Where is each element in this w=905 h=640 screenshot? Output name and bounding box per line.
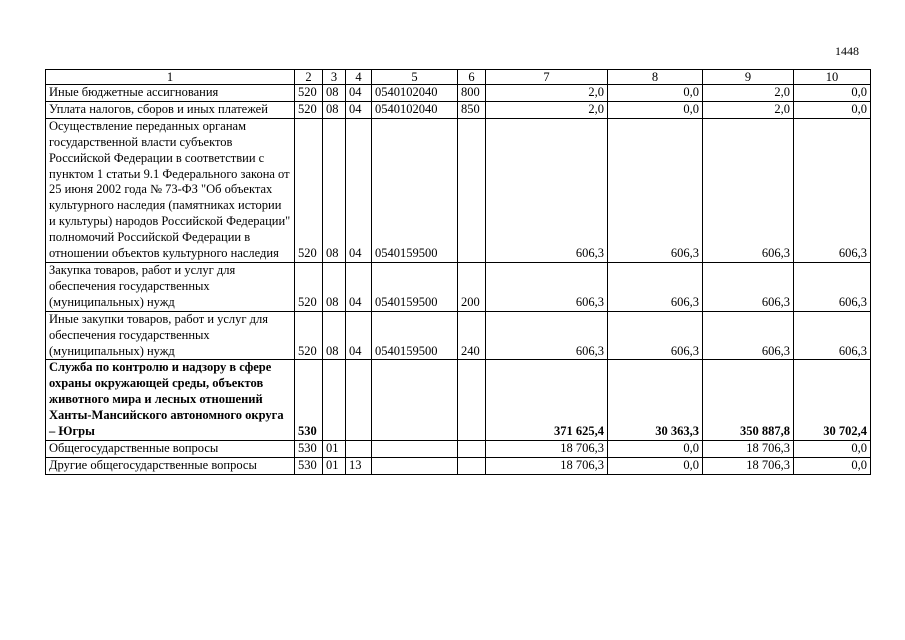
row-c3-cell: 01: [323, 457, 346, 474]
table-row: [46, 262, 871, 311]
table-row: [46, 440, 871, 457]
page-number: 1448: [835, 44, 859, 58]
header-row: [46, 70, 871, 85]
row-c7-cell: 18 706,3: [486, 457, 608, 474]
row-c4-cell: [346, 440, 372, 457]
row-c5-cell: 0540102040: [372, 85, 458, 102]
table-row: [46, 118, 871, 262]
row-c8-cell: 0,0: [608, 101, 703, 118]
row-c3-cell: 08: [323, 262, 346, 311]
row-name-cell: Иные бюджетные ассигнования: [46, 85, 295, 102]
row-c9-cell: 606,3: [703, 118, 794, 262]
row-c10-cell: 0,0: [794, 101, 871, 118]
row-c6-cell: 200: [458, 262, 486, 311]
row-name-cell: Общегосударственные вопросы: [46, 440, 295, 457]
row-c4-cell: 04: [346, 101, 372, 118]
row-c10-cell: 606,3: [794, 311, 871, 360]
row-c7-cell: 606,3: [486, 311, 608, 360]
row-c10-cell: 0,0: [794, 457, 871, 474]
table-row: [46, 311, 871, 360]
row-c9-cell: 606,3: [703, 311, 794, 360]
table-row: [46, 101, 871, 118]
budget-table: [45, 69, 871, 475]
row-c5-cell: 0540102040: [372, 101, 458, 118]
row-c5-cell: [372, 457, 458, 474]
header-cell: 6: [458, 70, 486, 85]
row-c4-cell: 13: [346, 457, 372, 474]
row-name-cell: Осуществление переданных органам государственной власти субъектов Российской Федерации в соответствии с пунктом 1 статьи 9.1 Федерального закона от 25 июня 2002 года № 73-ФЗ "Об объектах культурного наследия (памятниках истории и культуры) народов Российской Федерации" полномочий Российской Федерации в отношении объектов культурного наследия: [46, 118, 295, 262]
row-c7-cell: 2,0: [486, 101, 608, 118]
row-name-cell: Служба по контролю и надзору в сфере охраны окружающей среды, объектов животного мира и лесных отношений Ханты-Мансийского автономного округа – Югры: [46, 360, 295, 441]
row-c5-cell: 0540159500: [372, 311, 458, 360]
row-c7-cell: 606,3: [486, 262, 608, 311]
row-c2-cell: 530: [295, 360, 323, 441]
row-c5-cell: [372, 440, 458, 457]
row-c7-cell: 18 706,3: [486, 440, 608, 457]
row-c6-cell: 240: [458, 311, 486, 360]
row-c6-cell: [458, 360, 486, 441]
row-c7-cell: 606,3: [486, 118, 608, 262]
table-row: [46, 360, 871, 441]
row-c10-cell: 30 702,4: [794, 360, 871, 441]
row-c8-cell: 0,0: [608, 440, 703, 457]
table-row: [46, 85, 871, 102]
row-c6-cell: [458, 118, 486, 262]
row-name-cell: Иные закупки товаров, работ и услуг для обеспечения государственных (муниципальных) нужд: [46, 311, 295, 360]
row-name-cell: Другие общегосударственные вопросы: [46, 457, 295, 474]
row-c4-cell: 04: [346, 311, 372, 360]
row-c8-cell: 30 363,3: [608, 360, 703, 441]
row-c5-cell: [372, 360, 458, 441]
row-c9-cell: 18 706,3: [703, 440, 794, 457]
row-c7-cell: 2,0: [486, 85, 608, 102]
header-cell: 9: [703, 70, 794, 85]
header-cell: 3: [323, 70, 346, 85]
row-c9-cell: 2,0: [703, 101, 794, 118]
row-c4-cell: [346, 360, 372, 441]
row-c2-cell: 520: [295, 85, 323, 102]
row-c10-cell: 0,0: [794, 85, 871, 102]
row-c2-cell: 520: [295, 118, 323, 262]
row-c3-cell: 08: [323, 101, 346, 118]
row-c8-cell: 0,0: [608, 457, 703, 474]
row-c3-cell: 01: [323, 440, 346, 457]
row-name-cell: Уплата налогов, сборов и иных платежей: [46, 101, 295, 118]
row-c2-cell: 530: [295, 457, 323, 474]
header-cell: 10: [794, 70, 871, 85]
row-c10-cell: 0,0: [794, 440, 871, 457]
row-name-cell: Закупка товаров, работ и услуг для обеспечения государственных (муниципальных) нужд: [46, 262, 295, 311]
row-c3-cell: 08: [323, 85, 346, 102]
row-c6-cell: [458, 440, 486, 457]
header-cell: 2: [295, 70, 323, 85]
row-c8-cell: 0,0: [608, 85, 703, 102]
header-cell: 5: [372, 70, 458, 85]
row-c4-cell: 04: [346, 118, 372, 262]
header-cell: 1: [46, 70, 295, 85]
row-c8-cell: 606,3: [608, 118, 703, 262]
table-row: [46, 457, 871, 474]
row-c7-cell: 371 625,4: [486, 360, 608, 441]
row-c6-cell: 850: [458, 101, 486, 118]
row-c9-cell: 606,3: [703, 262, 794, 311]
header-cell: 8: [608, 70, 703, 85]
header-cell: 7: [486, 70, 608, 85]
row-c3-cell: 08: [323, 118, 346, 262]
row-c9-cell: 2,0: [703, 85, 794, 102]
row-c9-cell: 18 706,3: [703, 457, 794, 474]
row-c2-cell: 530: [295, 440, 323, 457]
row-c8-cell: 606,3: [608, 262, 703, 311]
row-c5-cell: 0540159500: [372, 118, 458, 262]
row-c4-cell: 04: [346, 262, 372, 311]
header-cell: 4: [346, 70, 372, 85]
row-c2-cell: 520: [295, 311, 323, 360]
row-c2-cell: 520: [295, 262, 323, 311]
row-c5-cell: 0540159500: [372, 262, 458, 311]
row-c10-cell: 606,3: [794, 262, 871, 311]
row-c9-cell: 350 887,8: [703, 360, 794, 441]
row-c6-cell: 800: [458, 85, 486, 102]
row-c2-cell: 520: [295, 101, 323, 118]
row-c8-cell: 606,3: [608, 311, 703, 360]
row-c10-cell: 606,3: [794, 118, 871, 262]
row-c4-cell: 04: [346, 85, 372, 102]
row-c3-cell: [323, 360, 346, 441]
row-c6-cell: [458, 457, 486, 474]
row-c3-cell: 08: [323, 311, 346, 360]
